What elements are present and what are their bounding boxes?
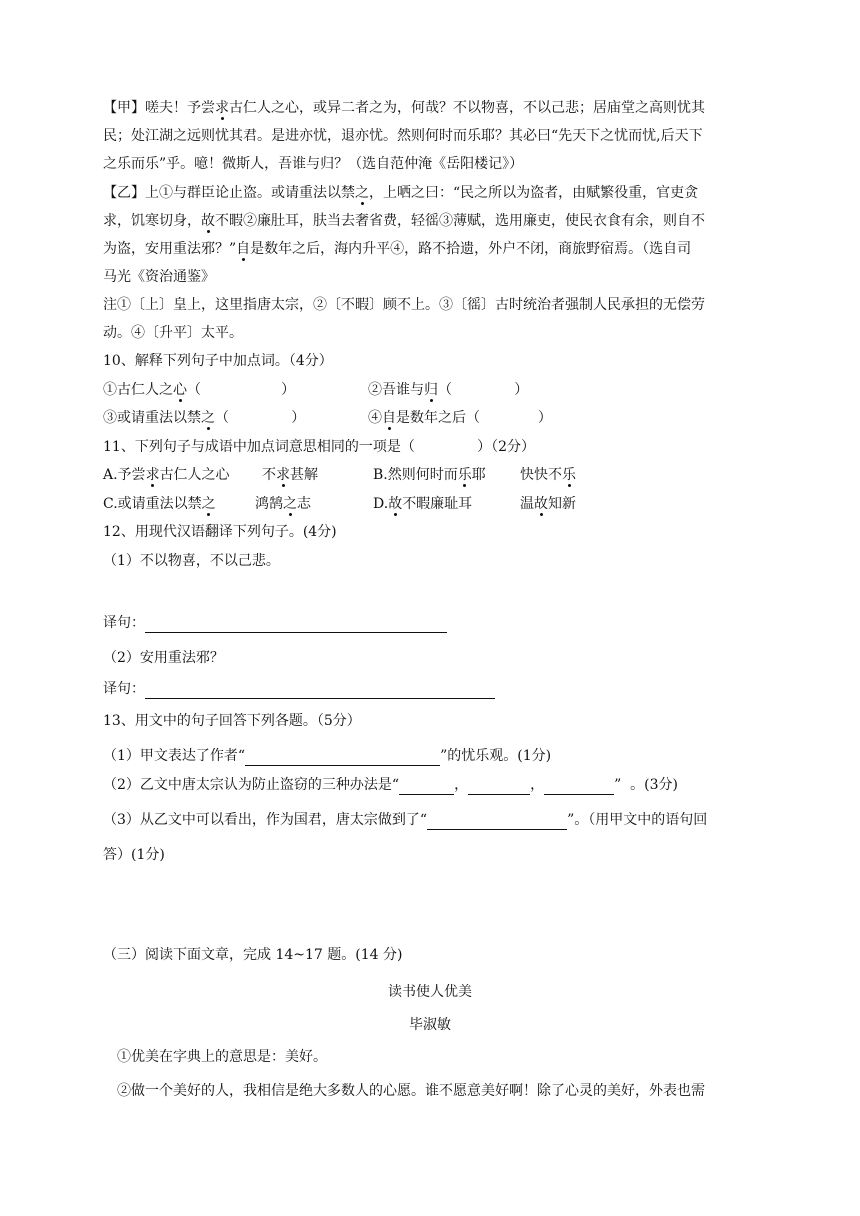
dotted-word: 乐: [457, 467, 472, 483]
q11-idiom-c: 鸿鹄之志: [255, 496, 311, 512]
answer-blank[interactable]: [145, 682, 495, 699]
q10-item-1: ①古仁人之心（ ）: [103, 382, 296, 398]
dotted-word: 自: [236, 241, 251, 257]
q13-item-3-cont: 答）(1分): [103, 847, 165, 863]
dotted-word: 之: [201, 496, 216, 512]
answer-blank[interactable]: [245, 749, 440, 766]
q10-item-3: ③或请重法以禁之（ ）: [103, 410, 306, 426]
dotted-word: 求: [215, 100, 229, 116]
dotted-word: 之: [355, 185, 369, 201]
q11-idiom-d: 温故知新: [520, 496, 576, 512]
answer-blank[interactable]: [427, 813, 567, 830]
dotted-word: 求: [145, 467, 160, 483]
dotted-word: 自: [382, 410, 396, 426]
dotted-word: 归: [424, 382, 438, 398]
answer-paren[interactable]: （ ）: [215, 410, 306, 426]
q13-item-2: （2）乙文中唐太宗认为防止盗窃的三种办法是“ ， ， ” 。(3分): [103, 777, 678, 793]
q11-option-a[interactable]: A.予尝求古仁人之心: [103, 467, 230, 483]
answer-paren[interactable]: （ ）: [187, 382, 296, 398]
passage-yi-line-3: 为盗，安用重法邪？”自是数年之后，海内升平④，路不拾遗，外户不闭，商旅野宿焉。（选自司: [103, 241, 692, 257]
passage-yi-line-4: 马光《资治通鉴》: [103, 269, 215, 285]
dotted-word: 乐: [562, 467, 576, 483]
dotted-word: 求: [276, 467, 290, 483]
q13-item-1: （1）甲文表达了作者“ ”的忧乐观。(1分): [103, 748, 552, 764]
q11-title: 11、下列句子与成语中加点词意思相同的一项是（ ）（2分）: [103, 439, 536, 455]
q13-item-3: （3）从乙文中可以看出，作为国君，唐太宗做到了“ ”。（用甲文中的语句回: [103, 812, 708, 828]
passage-jia-line-1: 【甲】嗟夫！予尝求古仁人之心，或异二者之为，何哉？不以物喜，不以己悲；居庙堂之高则忧其: [103, 100, 705, 116]
q11-idiom-a: 不求甚解: [262, 467, 318, 483]
dotted-word: 之: [283, 496, 297, 512]
q11-idiom-b: 快快不乐: [520, 467, 576, 483]
answer-blank[interactable]: [399, 778, 454, 795]
passage-yi-line-1: 【乙】上①与群臣论止盗。或请重法以禁之，上哂之曰：“民之所以为盗者，由赋繁役重，官吏贪: [103, 185, 699, 201]
dotted-word: 之: [201, 410, 215, 426]
article-paragraph-2: ②做一个美好的人，我相信是绝大多数人的心愿。谁不愿意美好啊！除了心灵的美好，外表也需: [117, 1083, 705, 1099]
article-author: 毕淑敏: [409, 1017, 451, 1033]
dotted-word: 故: [388, 496, 403, 512]
answer-paren[interactable]: （ ）: [438, 382, 529, 398]
q11-option-c[interactable]: C.或请重法以禁之: [103, 496, 216, 512]
passage-yi-note-1: 注①〔上〕皇上，这里指唐太宗，②〔不暇〕顾不上。③〔徭〕古时统治者强制人民承担的无偿劳: [103, 297, 705, 313]
answer-blank[interactable]: [145, 616, 447, 633]
article-paragraph-1: ①优美在字典上的意思是：美好。: [117, 1049, 327, 1065]
dotted-word: 故: [534, 496, 548, 512]
q12-answer-2: 译句：: [103, 679, 495, 699]
q10-title: 10、解释下列句子中加点词。（4分）: [103, 353, 333, 369]
q12-answer-1: 译句：: [103, 613, 447, 633]
answer-paren[interactable]: （ ）: [466, 410, 552, 426]
answer-blank[interactable]: [468, 778, 530, 795]
passage-yi-note-2: 动。④〔升平〕太平。: [103, 325, 243, 341]
section-heading: （三）阅读下面文章，完成 14~17 题。(14 分): [103, 947, 403, 963]
dotted-word: 故: [201, 213, 215, 229]
q12-sentence-2: （2）安用重法邪？: [103, 650, 224, 666]
passage-jia-line-2: 民；处江湖之远则忧其君。是进亦忧，退亦忧。然则何时而乐耶？其必曰“先天下之忧而忧,后天下: [103, 128, 703, 144]
passage-jia-line-3: 之乐而乐”乎。噫！微斯人，吾谁与归？（选自范仲淹《岳阳楼记》）: [103, 156, 524, 172]
q11-option-d[interactable]: D.故不暇廉耻耳: [373, 496, 473, 512]
article-title: 读书使人优美: [388, 984, 472, 1000]
q10-item-2: ②吾谁与归（ ）: [368, 382, 529, 398]
q11-option-b[interactable]: B.然则何时而乐耶: [373, 467, 486, 483]
passage-yi-line-2: 求，饥寒切身，故不暇②廉肚耳，肤当去奢省费，轻徭③薄赋，选用廉吏，使民衣食有余，则自不: [103, 213, 705, 229]
q13-title: 13、用文中的句子回答下列各题。（5分）: [103, 713, 361, 729]
q12-sentence-1: （1）不以物喜，不以己悲。: [103, 553, 280, 569]
q12-title: 12、用现代汉语翻译下列句子。(4分): [103, 524, 337, 540]
dotted-word: 心: [173, 382, 187, 398]
answer-blank[interactable]: [544, 778, 614, 795]
q10-item-4: ④自是数年之后（ ）: [368, 410, 552, 426]
